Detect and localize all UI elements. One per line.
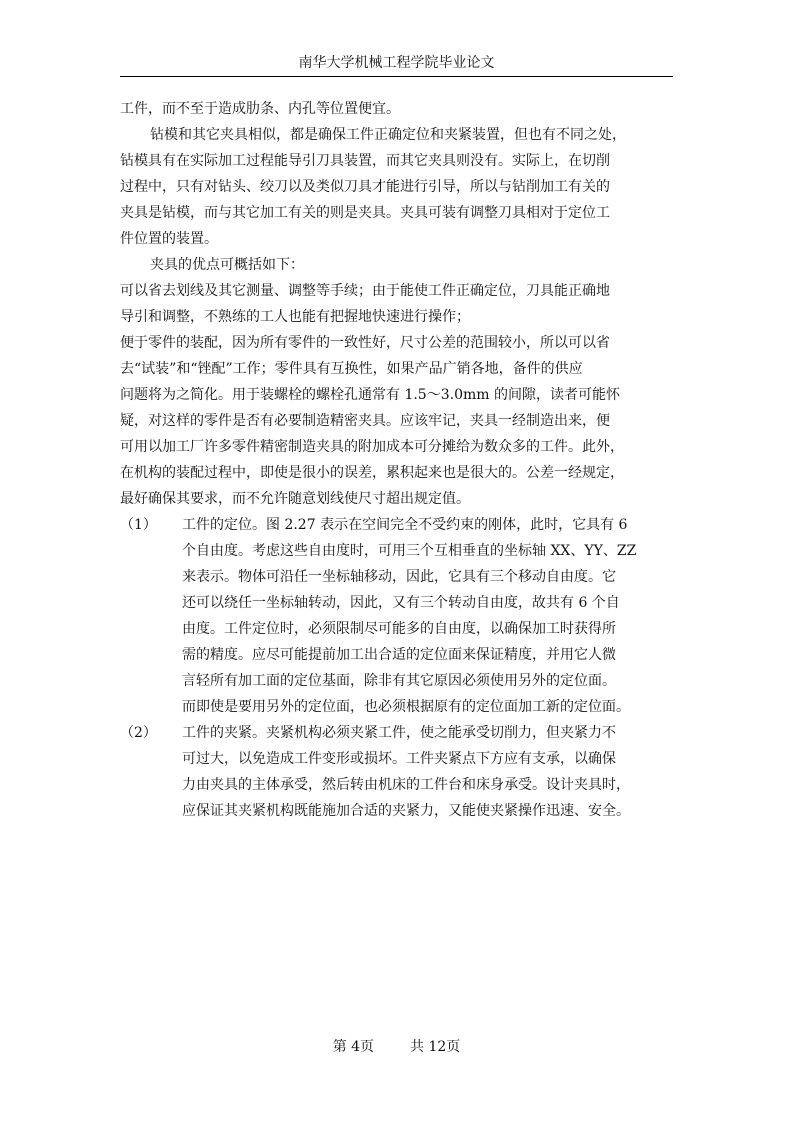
page-number: 第 4页 bbox=[332, 1039, 375, 1055]
text-line: 而即使是要用另外的定位面，也必须根据原有的定位面加工新的定位面。 bbox=[182, 699, 630, 715]
paragraph bbox=[120, 278, 680, 330]
text-line: 钻模和其它夹具相似，都是确保工件正确定位和夹紧装置，但也有不同之处， bbox=[150, 127, 626, 143]
text-line: 夹具的优点可概括如下： bbox=[150, 257, 304, 273]
paragraph bbox=[120, 252, 680, 278]
text-line: 最好确保其要求，而不允许随意划线使尺寸超出规定值。 bbox=[120, 491, 470, 507]
numbered-item bbox=[120, 720, 680, 824]
text-line: 问题将为之简化。用于装螺栓的螺栓孔通常有 1.5～3.0mm 的间隙，读者可能怀 bbox=[120, 387, 620, 403]
text-line: 在机构的装配过程中，即使是很小的误差，累积起来也是很大的。公差一经规定， bbox=[120, 465, 624, 481]
header-rule bbox=[120, 76, 673, 77]
text-line: 言轻所有加工面的定位基面，除非有其它原因必须使用另外的定位面。 bbox=[182, 673, 616, 689]
item-body bbox=[182, 720, 680, 824]
numbered-item bbox=[120, 512, 680, 720]
text-line: 力由夹具的主体承受，然后转由机床的工件台和床身承受。设计夹具时， bbox=[182, 777, 630, 793]
page-footer bbox=[0, 1038, 793, 1056]
text-line: 来表示。物体可沿任一坐标轴移动，因此，它具有三个移动自由度。它 bbox=[182, 569, 616, 585]
body-text bbox=[120, 96, 680, 824]
text-line: 个自由度。考虑这些自由度时，可用三个互相垂直的坐标轴 XX、YY、ZZ bbox=[182, 543, 637, 559]
text-line: 疑，对这样的零件是否有必要制造精密夹具。应该牢记，夹具一经制造出来，便 bbox=[120, 413, 610, 429]
text-line: 需的精度。应尽可能提前加工出合适的定位面来保证精度，并用它人微 bbox=[182, 647, 616, 663]
text-line: 工件，而不至于造成肋条、内孔等位置便宜。 bbox=[120, 101, 400, 117]
text-line: 工件的夹紧。夹紧机构必须夹紧工件，使之能承受切削力，但夹紧力不 bbox=[182, 725, 616, 741]
text-line: 可用以加工厂许多零件精密制造夹具的附加成本可分摊给为数众多的工件。此外， bbox=[120, 439, 624, 455]
item-body bbox=[182, 512, 680, 720]
text-line: 过程中，只有对钻头、绞刀以及类似刀具才能进行引导，所以与钻削加工有关的 bbox=[120, 179, 610, 195]
text-line: 便于零件的装配，因为所有零件的一致性好，尺寸公差的范围较小，所以可以省 bbox=[120, 335, 610, 351]
page-total: 共 12页 bbox=[410, 1039, 461, 1055]
text-line: 件位置的装置。 bbox=[120, 231, 218, 247]
paragraph bbox=[120, 122, 680, 252]
paragraph bbox=[120, 330, 680, 512]
text-line: 应保证其夹紧机构既能施加合适的夹紧力，又能使夹紧操作迅速、安全。 bbox=[182, 803, 630, 819]
text-line: 去“试装”和“锉配”工作；零件具有互换性，如果产品广销各地，备件的供应 bbox=[120, 361, 583, 377]
text-line: 还可以绕任一坐标轴转动，因此，又有三个转动自由度，故共有 6 个自 bbox=[182, 595, 620, 611]
text-line: 可以省去划线及其它测量、调整等手续；由于能使工件正确定位，刀具能正确地 bbox=[120, 283, 610, 299]
text-line: 钻模具有在实际加工过程能导引刀具装置，而其它夹具则没有。实际上，在切削 bbox=[120, 153, 610, 169]
item-number: （2） bbox=[120, 725, 157, 741]
page-header: 南华大学机械工程学院毕业论文 bbox=[298, 55, 495, 71]
text-line: 工件的定位。图 2.27 表示在空间完全不受约束的刚体，此时，它具有 6 bbox=[182, 517, 628, 533]
text-line: 夹具是钻模，而与其它加工有关的则是夹具。夹具可装有调整刀具相对于定位工 bbox=[120, 205, 610, 221]
text-line: 导引和调整，不熟练的工人也能有把握地快速进行操作； bbox=[120, 309, 470, 325]
paragraph bbox=[120, 96, 680, 122]
text-line: 可过大，以免造成工件变形或损坏。工件夹紧点下方应有支承，以确保 bbox=[182, 751, 616, 767]
item-number: （1） bbox=[120, 517, 157, 533]
text-line: 由度。工件定位时，必须限制尽可能多的自由度，以确保加工时获得所 bbox=[182, 621, 616, 637]
